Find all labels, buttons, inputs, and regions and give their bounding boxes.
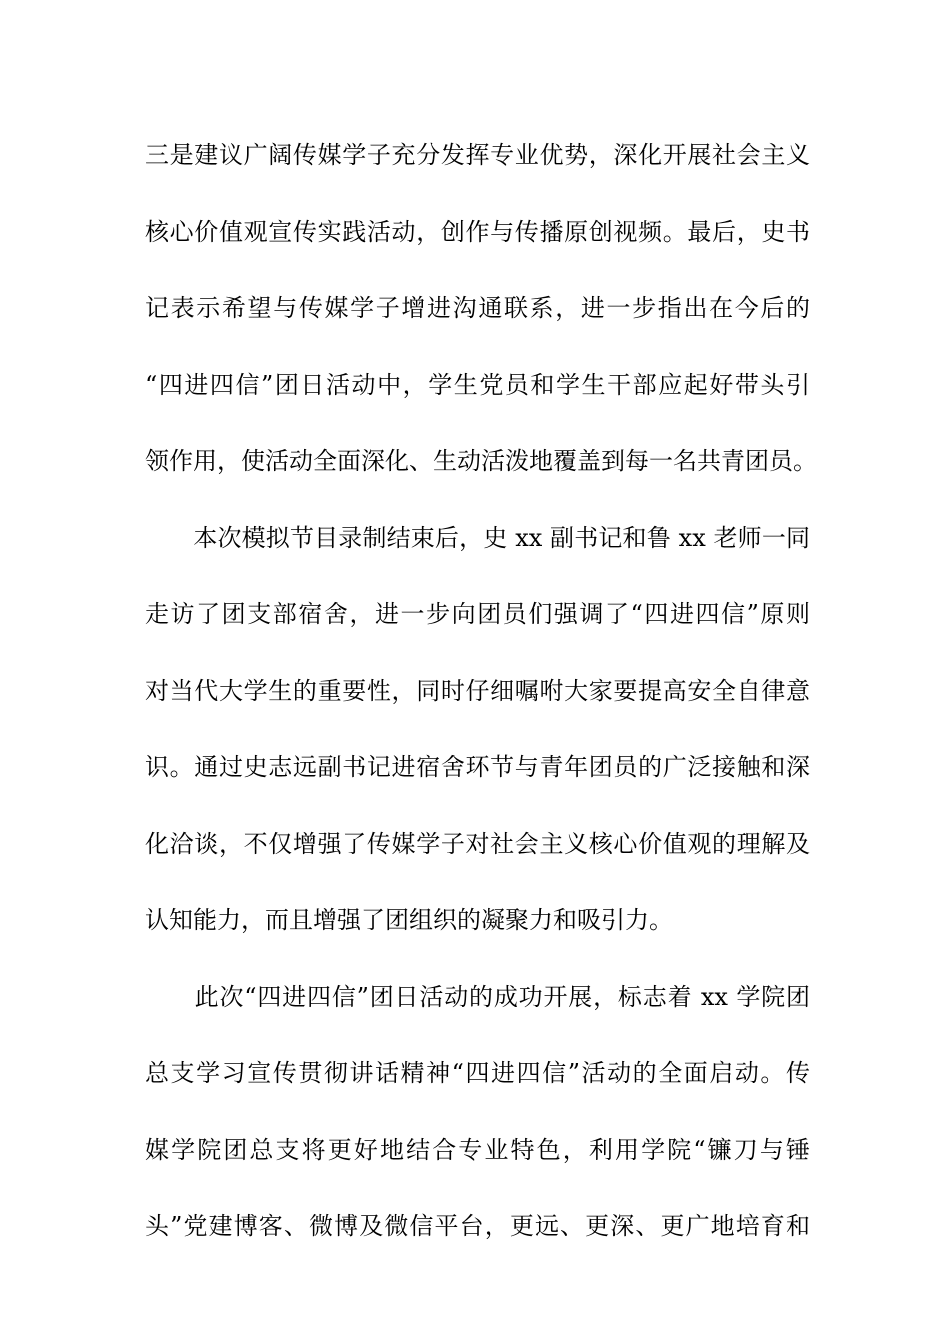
paragraph-2-line-5: 化洽谈，不仅增强了传媒学子对社会主义核心价值观的理解及 bbox=[145, 829, 810, 858]
paragraph-1-line-3: 记表示希望与传媒学子增进沟通联系，进一步指出在今后的 bbox=[145, 294, 810, 322]
paragraph-1-line-4: “四进四信”团日活动中，学生党员和学生干部应起好带头引 bbox=[145, 370, 810, 399]
paragraph-1-line-5: 领作用，使活动全面深化、生动活泼地覆盖到每一名共青团员。 bbox=[145, 447, 817, 475]
paragraph-3-line-3: 媒学院团总支将更好地结合专业特色，利用学院“镰刀与锤 bbox=[145, 1135, 810, 1164]
paragraph-3-line-1: 此次“四进四信”团日活动的成功开展，标志着 xx 学院团 bbox=[145, 982, 810, 1011]
paragraph-1-line-1: 三是建议广阔传媒学子充分发挥专业优势，深化开展社会主义 bbox=[145, 141, 810, 169]
paragraph-1-line-2: 核心价值观宣传实践活动，创作与传播原创视频。最后，史书 bbox=[145, 217, 810, 246]
document-body bbox=[145, 128, 817, 1276]
paragraph-2-line-6: 认知能力，而且增强了团组织的凝聚力和吸引力。 bbox=[145, 906, 673, 934]
paragraph-3-line-4: 头”党建博客、微博及微信平台，更远、更深、更广地培育和 bbox=[145, 1212, 810, 1240]
paragraph-3-line-2: 总支学习宣传贯彻讲话精神“四进四信”活动的全面启动。传 bbox=[145, 1059, 810, 1087]
paragraph-2-line-4: 识。通过史志远副书记进宿舍环节与青年团员的广泛接触和深 bbox=[145, 753, 810, 781]
paragraph-2-line-2: 走访了团支部宿舍，进一步向团员们强调了“四进四信”原则 bbox=[145, 600, 810, 628]
paragraph-2-line-3: 对当代大学生的重要性，同时仔细嘱咐大家要提高安全自律意 bbox=[145, 676, 810, 705]
paragraph-2-line-1: 本次模拟节目录制结束后，史 xx 副书记和鲁 xx 老师一同 bbox=[145, 523, 810, 552]
